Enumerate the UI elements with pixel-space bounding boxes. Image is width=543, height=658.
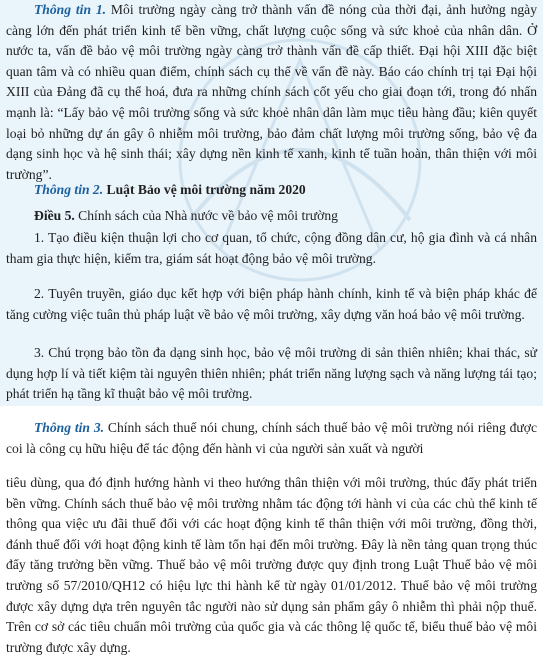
article-item-1: 1. Tạo điều kiện thuận lợi cho cơ quan, tổ chức, cộng đồng dân cư, hộ gia đình và cá nhân tham gia thực hiện, kiểm tra, giám sát hoạt động bảo vệ môi trường. bbox=[6, 230, 537, 266]
info-1-paragraph bbox=[6, 0, 537, 185]
info-2-title: Luật Bảo vệ môi trường năm 2020 bbox=[103, 182, 306, 197]
article-title-line bbox=[6, 206, 537, 227]
info-3-text-part1: Chính sách thuế nói chung, chính sách thuế bảo vệ môi trường nói riêng được coi là công cụ hữu hiệu để tác động đến hành vi của người sản xuất và người bbox=[6, 420, 538, 456]
info-2-label: Thông tin 2. bbox=[34, 182, 104, 197]
info-3-paragraph-start bbox=[6, 418, 537, 459]
info-1-text: Môi trường ngày càng trở thành vấn đề nóng của thời đại, ảnh hưởng ngày càng lớn đến phát triển kinh tế bền vững, chất lượng cuộc sống và sức khoẻ của nhân dân. Ở nước ta, vấn đề bảo vệ môi trường ngày càng trở thành vấn đề cấp thiết. Đại hội XIII đặc biệt quan tâm và có nhiều quan điểm, chính sách cụ thể về vấn đề này. Báo cáo chính trị tại Đại hội XIII của Đảng đã cụ thể hoá, đưa ra những chính sách cốt yếu cho giai đoạn tới, trong đó nhấn mạnh là: “Lấy bảo vệ môi trường sống và sức khoẻ nhân dân làm mục tiêu hàng đầu; kiên quyết loại bỏ những dự án gây ô nhiễm môi trường, bảo đảm chất lượng môi trường sống, bảo vệ đa dạng sinh học và hệ sinh thái; xây dựng nền kinh tế xanh, kinh tế tuần hoàn, thân thiện với môi trường”. bbox=[6, 2, 538, 182]
info-3-paragraph-continued: tiêu dùng, qua đó định hướng hành vi theo hướng thân thiện với môi trường, thúc đẩy phát triển bền vững. Chính sách thuế bảo vệ môi trường nhằm tác động tới hành vi của các chủ thể kinh tế thông qua việc ưu đãi thuế đối với các hoạt động kinh tế thân thiện với môi trường, đồng thời, đánh thuế đối với hoạt động kinh tế làm tổn hại đến môi trường. Đây là nền tảng quan trọng thúc đẩy tăng trưởng bền vững. Thuế bảo vệ môi trường được quy định trong Luật Thuế bảo vệ môi trường số 57/2010/QH12 có hiệu lực thi hành kể từ ngày 01/01/2012. Thuế bảo vệ môi trường được xây dựng dựa trên nguyên tắc người nào sử dụng sản phẩm gây ô nhiễm thì phải nộp thuế. Trên cơ sở các tiêu chuẩn môi trường của quốc gia và các thông lệ quốc tế, biểu thuế bảo vệ môi trường được xây dựng. bbox=[6, 475, 537, 655]
info-3-label: Thông tin 3. bbox=[34, 420, 105, 435]
info-2-title-line bbox=[6, 180, 537, 201]
info-1-label: Thông tin 1. bbox=[34, 2, 107, 17]
article-title: Chính sách của Nhà nước về bảo vệ môi trường bbox=[74, 208, 338, 223]
article-item-2: 2. Tuyên truyền, giáo dục kết hợp với biện pháp hành chính, kinh tế và biện pháp khác để tăng cường việc tuân thủ pháp luật về bảo vệ môi trường, xây dựng văn hoá bảo vệ môi trường. bbox=[6, 286, 537, 322]
article-item-3: 3. Chú trọng bảo tồn đa dạng sinh học, bảo vệ môi trường di sản thiên nhiên; khai thác, sử dụng hợp lí và tiết kiệm tài nguyên thiên nhiên; phát triển năng lượng sạch và năng lượng tái tạo; phát triển hạ tầng kĩ thuật bảo vệ môi trường. bbox=[6, 345, 537, 402]
article-heading: Điều 5. bbox=[34, 208, 75, 223]
